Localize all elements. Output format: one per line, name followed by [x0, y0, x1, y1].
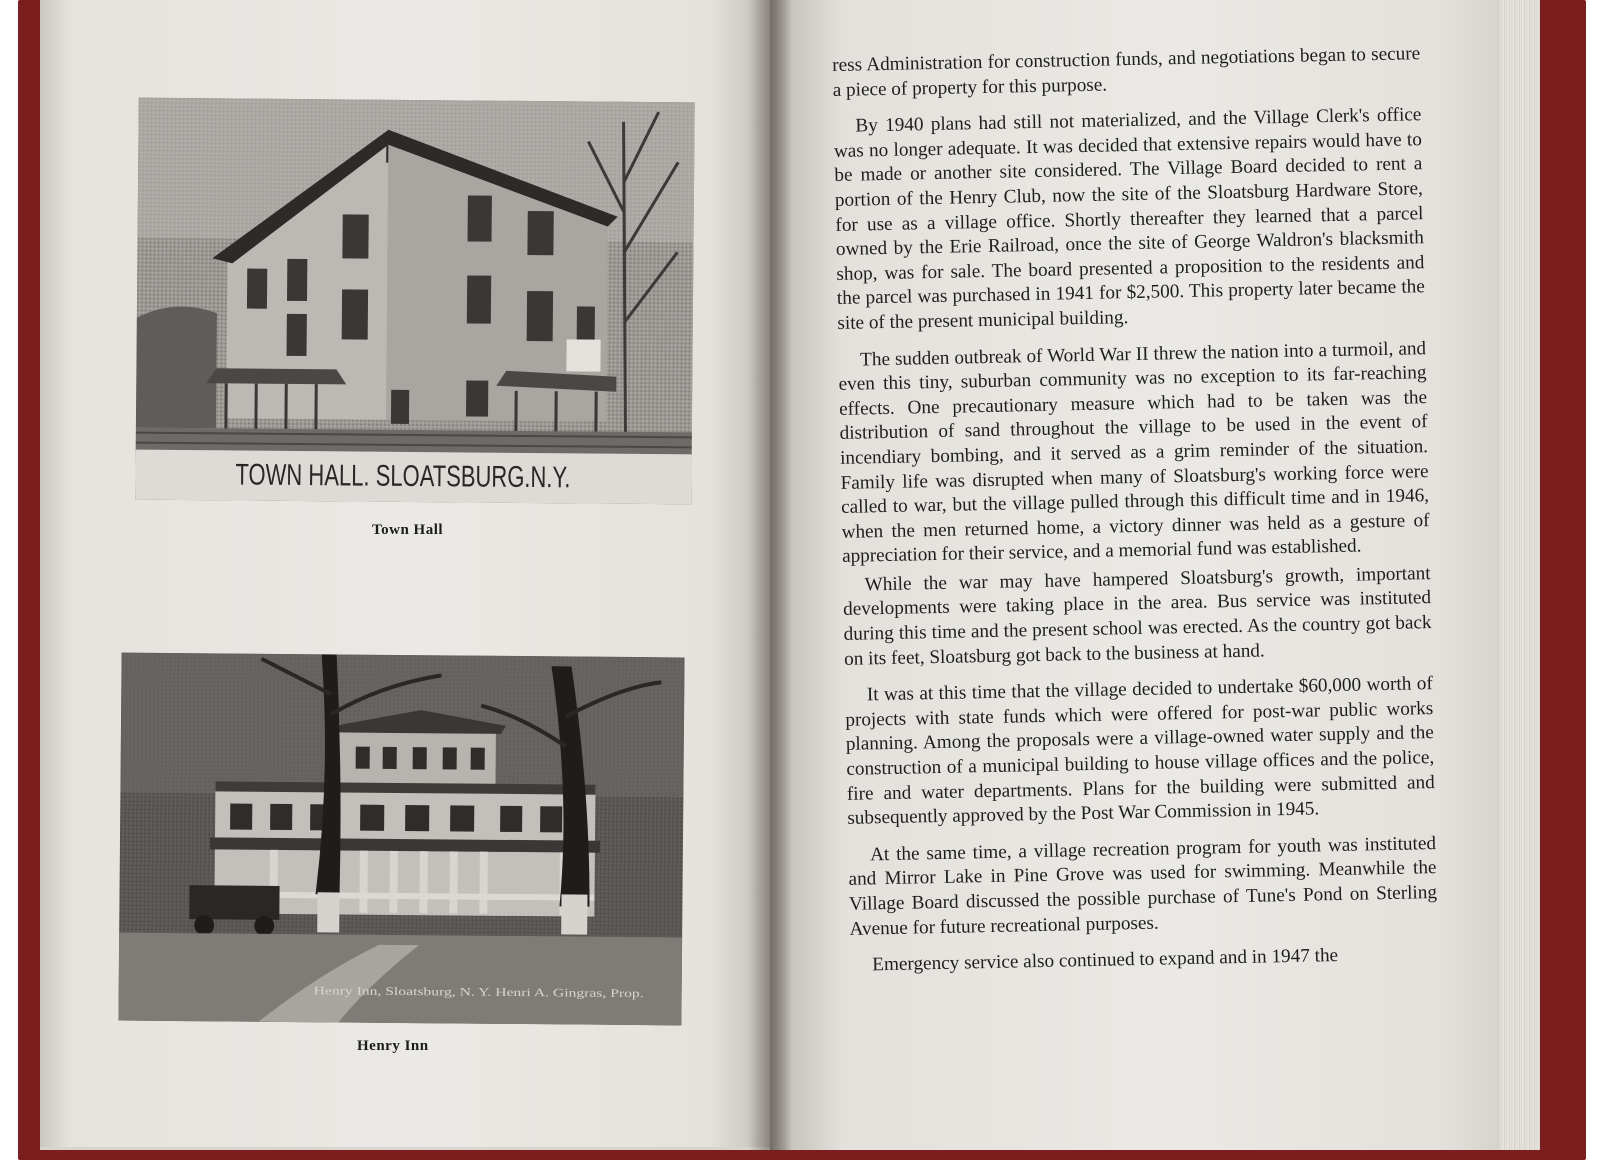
page-edges: [1500, 0, 1540, 1150]
right-page-text: [832, 42, 1438, 978]
paragraph-3: The sudden outbreak of World War II threw the nation into a turmoil, and even this tiny, suburban community was no exception to its far-reaching effects. One precautionary measure which had to be taken was the distribution of sand throughout the village to be used in the event of incendiary bombing, and it served as a grim reminder of the situation. Family life was disrupted when many of Sloatsburg's working force were called to war, but the village pulled through this difficult time and in 1946, when the men returned home, a victory dinner was held as a gesture of appreciation for their service, and a memorial fund was established.: [838, 337, 1430, 568]
town-hall-caption: Town Hall: [372, 522, 444, 538]
book-gutter: [748, 0, 792, 1150]
paragraph-4: While the war may have hampered Sloatsburg's growth, important developments were taking place in the area. Bus service was instituted during this time and the present school was erected. As the country got back on its feet, Sloatsburg got back to the business at hand.: [842, 562, 1432, 670]
town-hall-sign-text: TOWN HALL. SLOATSBURG.N.Y.: [235, 458, 693, 496]
henry-inn-imprint-text: Henry Inn, Sloatsburg, N. Y. Henri A. Gingras, Prop.: [313, 985, 557, 1000]
town-hall-photo: [135, 98, 694, 505]
town-hall-illustration: [135, 98, 694, 505]
paragraph-5: It was at this time that the village decided to undertake $60,000 worth of projects with state funds which were offered for post-war public works planning. Among the proposals were a village-owned water supply and the construction of a municipal building to house village offices and the police, fire and water departments. Plans for the building were submitted and subsequently approved by the Post War Commission in 1945.: [845, 673, 1435, 830]
paragraph-1: ress Administration for construction funds, and negotiations began to secure a piece of property for this purpose.: [832, 43, 1421, 101]
paragraph-7: Emergency service also continued to expand and in 1947 the: [872, 945, 1339, 976]
paragraph-2: By 1940 plans had still not materialized, and the Village Clerk's office was no longer adequate. It was decided that extensive repairs would have to be made or another site considered. The Village Board decided to rent a portion of the Henry Club, now the site of the Sloatsburg Hardware Store, for use as a village office. Shortly thereafter they learned that a parcel owned by the Erie Railroad, once the site of George Waldron's blacksmith shop, was for sale. The board presented a proposition to the residents and the parcel was purchased in 1941 for $2,500. This property later became the site of the present municipal building.: [833, 104, 1426, 334]
henry-inn-caption: Henry Inn: [357, 1038, 429, 1054]
henry-inn-illustration: [118, 653, 684, 1026]
henry-inn-photo: [118, 653, 684, 1026]
paragraph-6: At the same time, a village recreation program for youth was instituted and Mirror Lake in Pine Grove was used for swimming. Meanwhile the Village Board discussed the possible purchase of Tune's Pond on Sterling Avenue for future recreational purposes.: [848, 832, 1438, 940]
